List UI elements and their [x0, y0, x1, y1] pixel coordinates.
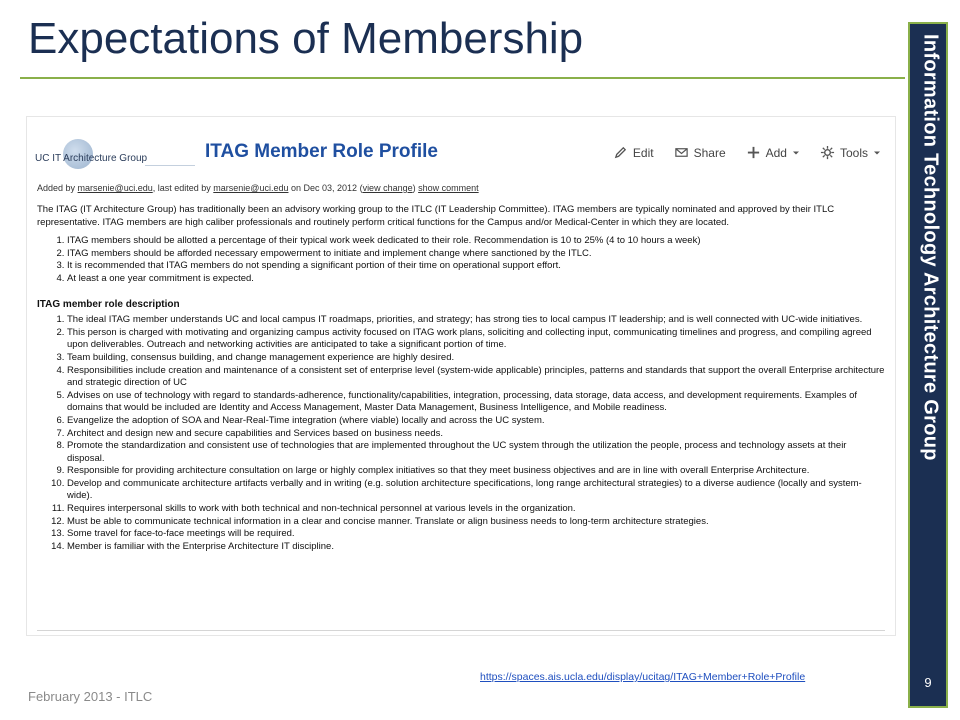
expectations-list: [37, 235, 885, 285]
role-section-heading: ITAG member role description: [37, 298, 180, 310]
edit-button[interactable]: [613, 145, 654, 160]
page-number: 9: [924, 675, 932, 690]
share-label: Share: [693, 145, 726, 160]
caret-down-icon: [792, 149, 800, 157]
slide-footer: February 2013 - ITLC: [28, 689, 153, 704]
wiki-toolbar: [613, 145, 881, 160]
side-band: [908, 22, 948, 708]
caret-down-icon: [873, 149, 881, 157]
view-change-link[interactable]: view change: [362, 183, 413, 193]
list-item: 6. Evangelize the adoption of SOA and Near-Real-Time integration (where viable) locally and across the UC system.: [67, 415, 885, 428]
source-url-link[interactable]: https://spaces.ais.ucla.edu/display/ucitag/ITAG+Member+Role+Profile: [480, 671, 806, 683]
list-item: 5. Advises on use of technology with regard to standards-adherence, functionality/capabilities, integration, processing, data storage, data access, and development requirements. Examples of domains that would be included are Identity and Access Management, Master Data Management, Business Intelligence, and Mobile readiness.: [67, 390, 885, 415]
tools-label: Tools: [839, 145, 868, 160]
side-label: Information Technology Architecture Group: [919, 34, 942, 461]
plus-icon: [746, 145, 761, 160]
logo-underline: [145, 165, 195, 166]
gear-icon: [820, 145, 835, 160]
list-item: 3. It is recommended that ITAG members do not spending a significant portion of their time on operational support effort.: [67, 260, 885, 273]
add-menu-button[interactable]: [746, 145, 800, 160]
edit-label: Edit: [632, 145, 654, 160]
page-body: [37, 204, 885, 553]
list-item: 2. ITAG members should be afforded necessary empowerment to initiate and implement change where sanctioned by the ITLC.: [67, 248, 885, 261]
list-item: 11. Requires interpersonal skills to work with both technical and non-technical personnel at various levels in the organization.: [67, 503, 885, 516]
list-item: 12. Must be able to communicate technical information in a clear and concise manner. Translate or align business needs to long-term architecture strategies.: [67, 516, 885, 529]
list-item: 10. Develop and communicate architecture artifacts verbally and in writing (e.g. solution architecture specifications, long range architectural strategies) to a diverse audience (locally and system-wide).: [67, 478, 885, 503]
wiki-screenshot: [26, 116, 896, 636]
editor-link[interactable]: marsenie@uci.edu: [213, 183, 289, 193]
list-item: 1. The ideal ITAG member understands UC and local campus IT roadmaps, priorities, and strategy; has strong ties to local campus IT leadership; and is well connected with UC-wide initiatives.: [67, 314, 885, 327]
list-item: 9. Responsible for providing architecture consultation on large or highly complex initiatives so that they meet business objectives and are in line with overall Enterprise Architecture.: [67, 465, 885, 478]
pencil-icon: [613, 145, 628, 160]
bottom-divider: [37, 630, 885, 631]
envelope-icon: [674, 145, 689, 160]
share-button[interactable]: [674, 145, 726, 160]
list-item: 8. Promote the standardization and consistent use of technologies that are implemented throughout the UC system through the utilization the people, process and technology assets at their disposal.: [67, 440, 885, 465]
list-item: 2. This person is charged with motivating and organizing campus activity focused on ITAG work plans, soliciting and collecting input, communicating timelines and progress, and compiling agreed upon deliverables. Outreach and networking activities are anticipated to take a significant portion of time.: [67, 327, 885, 352]
list-item: 13. Some travel for face-to-face meetings will be required.: [67, 528, 885, 541]
edit-date: on Dec 03, 2012: [291, 183, 358, 193]
list-item: 14. Member is familiar with the Enterprise Architecture IT discipline.: [67, 541, 885, 554]
list-item: 1. ITAG members should be allotted a percentage of their typical work week dedicated to their role. Recommendation is 10 to 25% (4 to 10 hours a week): [67, 235, 885, 248]
tools-menu-button[interactable]: [820, 145, 881, 160]
page-meta: Added by marsenie@uci.edu, last edited by marsenie@uci.edu on Dec 03, 2012 (view change) show comment: [37, 183, 479, 193]
list-item: 3. Team building, consensus building, and change management experience are highly desired.: [67, 352, 885, 365]
intro-paragraph: The ITAG (IT Architecture Group) has traditionally been an advisory working group to the ITLC (IT Leadership Committee). ITAG members are typically nominated and approved by their ITLC representative. ITAG members are high caliber professionals and routinely perform critical functions for the Campus and/or Medical-Center in which they are located.: [37, 204, 835, 228]
list-item: 4. At least a one year commitment is expected.: [67, 273, 885, 286]
wiki-page-heading: ITAG Member Role Profile: [205, 141, 438, 162]
title-divider: [20, 77, 905, 79]
group-logo[interactable]: [35, 139, 195, 177]
role-description-list: [37, 314, 885, 553]
list-item: 4. Responsibilities include creation and maintenance of a consistent set of enterprise level (system-wide applicable) principles, patterns and standards that support the overall Enterprise architecture and strategic direction of UC: [67, 365, 885, 390]
logo-text: UC IT Architecture Group: [35, 153, 148, 164]
last-edited-prefix: , last edited by: [152, 183, 211, 193]
added-by-prefix: Added by: [37, 183, 76, 193]
show-comment-link[interactable]: show comment: [418, 183, 479, 193]
list-item: 7. Architect and design new and secure capabilities and Services based on business needs.: [67, 428, 885, 441]
author-link[interactable]: marsenie@uci.edu: [77, 183, 153, 193]
add-label: Add: [765, 145, 787, 160]
slide-title: Expectations of Membership: [28, 14, 584, 63]
